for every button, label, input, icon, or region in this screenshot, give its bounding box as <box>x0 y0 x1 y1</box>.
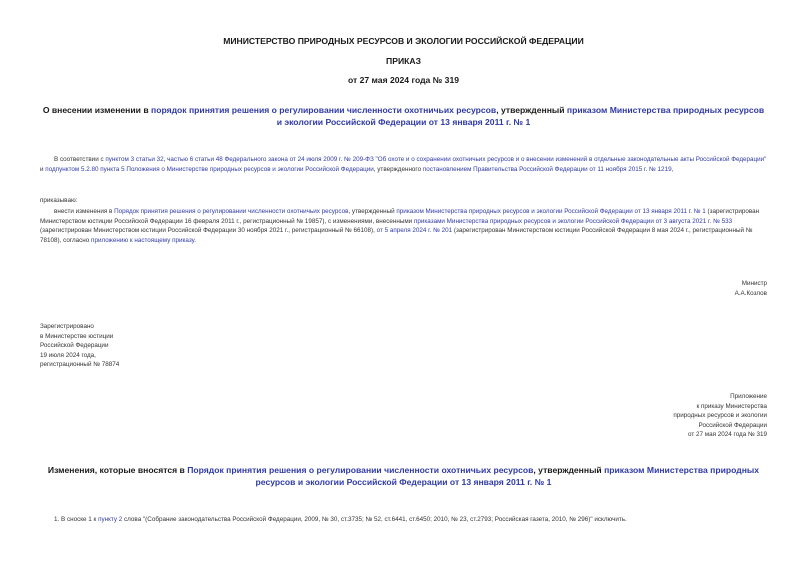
link-appendix[interactable]: приложению к настоящему приказу <box>91 236 195 244</box>
link-orders-2021[interactable]: приказами Министерства природных ресурсов и экологии Российской Федерации от 3 августа 2021 г. № 533 <box>413 217 733 225</box>
registration-line: Российской Федерации <box>40 342 109 350</box>
registration-line: регистрационный № 78874 <box>40 361 120 369</box>
ministry-heading: МИНИСТЕРСТВО ПРИРОДНЫХ РЕСУРСОВ И ЭКОЛОГИИ РОССИЙСКОЙ ФЕДЕРАЦИИ <box>223 36 584 46</box>
order-date-number: от 27 мая 2024 года № 319 <box>347 75 460 85</box>
link-government-decree[interactable]: постановлением Правительства Российской Федерации от 11 ноября 2015 г. № 1219 <box>422 165 672 173</box>
registration-line: 19 июля 2024 года, <box>40 351 96 359</box>
link-procedure-body[interactable]: Порядок принятия решения о регулировании численности охотничьих ресурсов <box>114 208 349 215</box>
body-text-4: (зарегистрирован Министерством юстиции Российской Федерации 30 ноября 2021 г., регистрационный № 66108), <box>40 227 377 235</box>
appendix-line: природных ресурсов и экологии <box>673 412 767 420</box>
body-paragraph <box>40 207 770 245</box>
body-text-5: (зарегистрирован Министерством юстиции Российской Федерации 8 мая 2024 г., регистрационный № 78108), согласно <box>40 227 753 244</box>
body-text-2: , утвержденный <box>348 208 397 215</box>
document-type: ПРИКАЗ <box>386 56 421 66</box>
registration-line: Зарегистрировано <box>40 323 94 330</box>
preamble-text-2: , <box>163 156 168 163</box>
item1-text-1: 1. В сноске 1 к <box>54 516 99 523</box>
link-order-2011[interactable]: приказом Министерства природных ресурсов и экологии Российской Федерации от 13 января 2011 г. № 1 <box>276 105 765 127</box>
link-point-2[interactable]: пункту 2 <box>98 516 123 523</box>
link-art32[interactable]: пунктом 3 статьи 32 <box>105 156 164 163</box>
appendix-line: от 27 мая 2024 года № 319 <box>688 431 767 439</box>
body-text-1: внести изменения в <box>54 208 115 215</box>
appendix-note <box>673 392 767 440</box>
appendix-line: Российской Федерации <box>698 421 767 429</box>
order-title <box>40 104 767 128</box>
body-text-3: (зарегистрирован Министерством юстиции Российской Федерации 16 февраля 2011 г., регистрационный № 19857), с изменениями, внесенными <box>40 208 760 225</box>
changes-title <box>40 464 767 488</box>
signature-position: Министр <box>741 280 767 287</box>
preamble-text-3: и <box>40 165 46 173</box>
preamble-text-1: В соответствии с <box>54 156 106 163</box>
title-text-1: О внесении изменении в <box>42 105 151 115</box>
appendix-line: к приказу Министерства <box>696 402 767 410</box>
orders-word: приказываю: <box>40 197 78 204</box>
item1-text-2: слова "(Собрание законодательства Российской Федерации, 2009, № 30, ст.3735; № 52, ст.6441, ст.6450; 2010, № 23, ст.2793; Российская газета, 2010, № 296)" исключить. <box>122 516 627 523</box>
title-text-2: , утвержденный <box>496 105 567 115</box>
body-text-6: . <box>194 236 196 244</box>
link-art48-law[interactable]: частью 6 статьи 48 Федерального закона от 24 июля 2009 г. № 209-ФЗ "Об охоте и о сохранении охотничьих ресурсов и о внесении изменений в отдельные законодательные акты Российской Федерации" <box>167 156 767 163</box>
signature-block <box>735 279 767 298</box>
change-item-1 <box>54 515 770 525</box>
link-subpoint-5-2-80[interactable]: подпунктом 5.2.80 пункта 5 Положения о Министерстве природных ресурсов и экологии Российской Федерации <box>45 165 374 173</box>
preamble-text-5: , <box>671 165 674 173</box>
link-order-2011-body[interactable]: приказом Министерства природных ресурсов и экологии Российской Федерации от 13 января 2011 г. № 1 <box>396 208 706 215</box>
link-order-2011-changes[interactable]: приказом Министерства природных ресурсов и экологии Российской Федерации от 13 января 2011 г. № 1 <box>255 465 760 487</box>
preamble-text-4: , утвержденного <box>373 165 423 173</box>
link-procedure[interactable]: порядок принятия решения о регулировании численности охотничьих ресурсов <box>151 105 497 115</box>
appendix-line: Приложение <box>730 393 767 400</box>
signature-name: А.А.Козлов <box>734 289 767 297</box>
link-procedure-changes[interactable]: Порядок принятия решения о регулировании численности охотничьих ресурсов <box>187 465 534 475</box>
registration-line: в Министерстве юстиции <box>40 332 114 340</box>
registration-block <box>40 322 119 370</box>
preamble-paragraph <box>40 155 770 174</box>
link-order-2024[interactable]: от 5 апреля 2024 г. № 201 <box>376 227 453 235</box>
changes-text-1: Изменения, которые вносятся в <box>47 465 188 475</box>
changes-text-2: , утвержденный <box>533 465 605 475</box>
